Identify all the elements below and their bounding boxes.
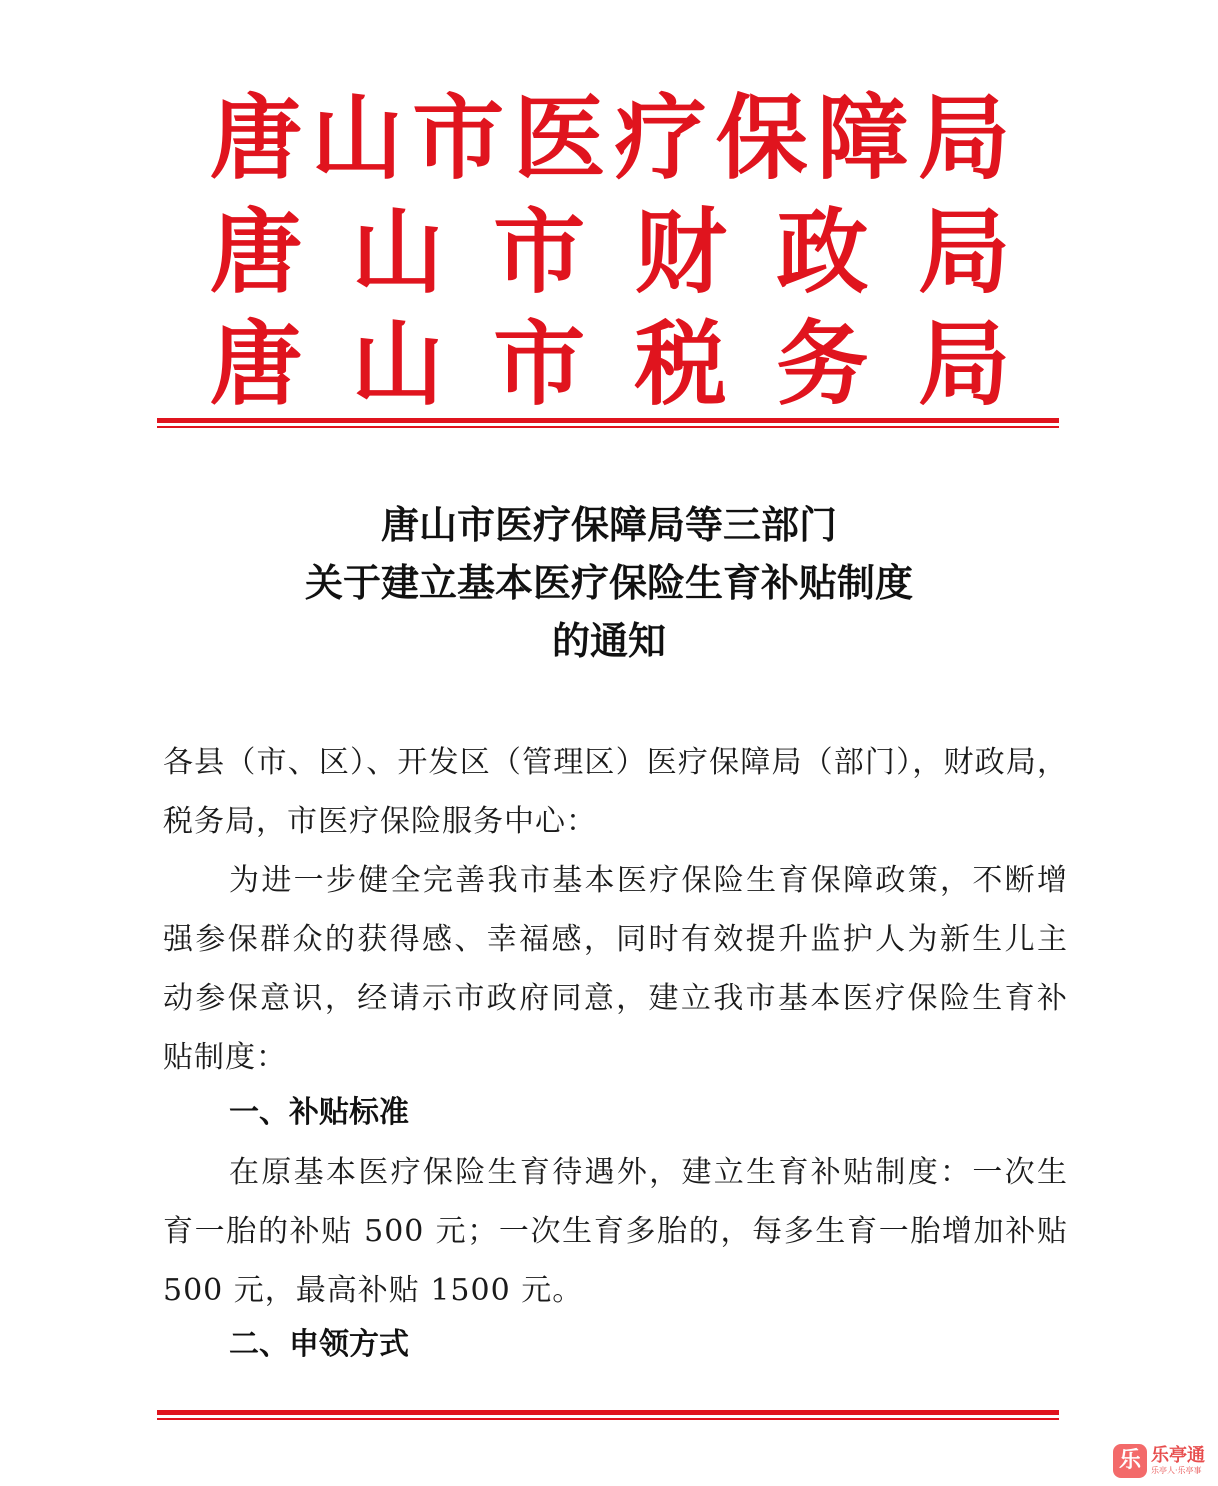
watermark-logo bbox=[1113, 1444, 1205, 1478]
letterhead-char: 局 bbox=[917, 310, 1010, 418]
section-1-heading: 一、补贴标准 bbox=[229, 1095, 409, 1130]
letterhead-char: 市 bbox=[493, 198, 586, 306]
section-1-line-1: 在原基本医疗保险生育待遇外，建立生育补贴制度：一次生 bbox=[229, 1155, 1068, 1190]
section-2-heading: 二、申领方式 bbox=[229, 1327, 409, 1362]
letterhead-char: 财 bbox=[634, 198, 727, 306]
document-title-line-3: 的通知 bbox=[551, 618, 666, 663]
letterhead-char: 局 bbox=[917, 198, 1010, 306]
letterhead-char: 唐 bbox=[210, 198, 303, 306]
bottom-red-rule bbox=[157, 1410, 1059, 1420]
letterhead-char: 唐 bbox=[210, 310, 303, 418]
letterhead-char: 山 bbox=[351, 198, 444, 306]
intro-line-2: 强参保群众的获得感、幸福感，同时有效提升监护人为新生儿主 bbox=[163, 922, 1068, 957]
letterhead-char: 市 bbox=[412, 84, 505, 192]
letterhead-line-2 bbox=[210, 198, 1010, 306]
letterhead-char: 疗 bbox=[614, 84, 707, 192]
intro-line-3: 动参保意识，经请示市政府同意，建立我市基本医疗保险生育补 bbox=[163, 981, 1068, 1016]
addressee-line-1: 各县（市、区）、开发区（管理区）医疗保障局（部门），财政局， bbox=[163, 745, 1068, 780]
top-red-rule bbox=[157, 418, 1059, 428]
logo-slogan: 乐亭人·乐亭事 bbox=[1151, 1466, 1202, 1475]
letterhead-line-1 bbox=[210, 84, 1010, 192]
letterhead-char: 山 bbox=[311, 84, 404, 192]
letterhead-char: 税 bbox=[634, 310, 727, 418]
letterhead-line-3 bbox=[210, 310, 1010, 418]
intro-line-1: 为进一步健全完善我市基本医疗保险生育保障政策，不断增 bbox=[229, 863, 1068, 898]
letterhead-char: 局 bbox=[917, 84, 1010, 192]
letterhead-char: 医 bbox=[513, 84, 606, 192]
letterhead-char: 务 bbox=[776, 310, 869, 418]
document-title-line-1: 唐山市医疗保障局等三部门 bbox=[380, 502, 837, 547]
letterhead-char: 市 bbox=[493, 310, 586, 418]
logo-name: 乐亭通 bbox=[1151, 1445, 1205, 1466]
letterhead-char: 保 bbox=[715, 84, 808, 192]
logo-icon: 乐 bbox=[1113, 1444, 1147, 1478]
letterhead-char: 障 bbox=[816, 84, 909, 192]
letterhead-char: 山 bbox=[351, 310, 444, 418]
section-1-line-3: 500 元，最高补贴 1500 元。 bbox=[163, 1273, 584, 1308]
intro-line-4: 贴制度： bbox=[163, 1040, 287, 1075]
section-1-line-2: 育一胎的补贴 500 元；一次生育多胎的，每多生育一胎增加补贴 bbox=[163, 1214, 1068, 1249]
document-title-line-2: 关于建立基本医疗保险生育补贴制度 bbox=[304, 560, 913, 605]
letterhead-char: 政 bbox=[776, 198, 869, 306]
letterhead-char: 唐 bbox=[210, 84, 303, 192]
addressee-line-2: 税务局，市医疗保险服务中心： bbox=[163, 804, 597, 839]
